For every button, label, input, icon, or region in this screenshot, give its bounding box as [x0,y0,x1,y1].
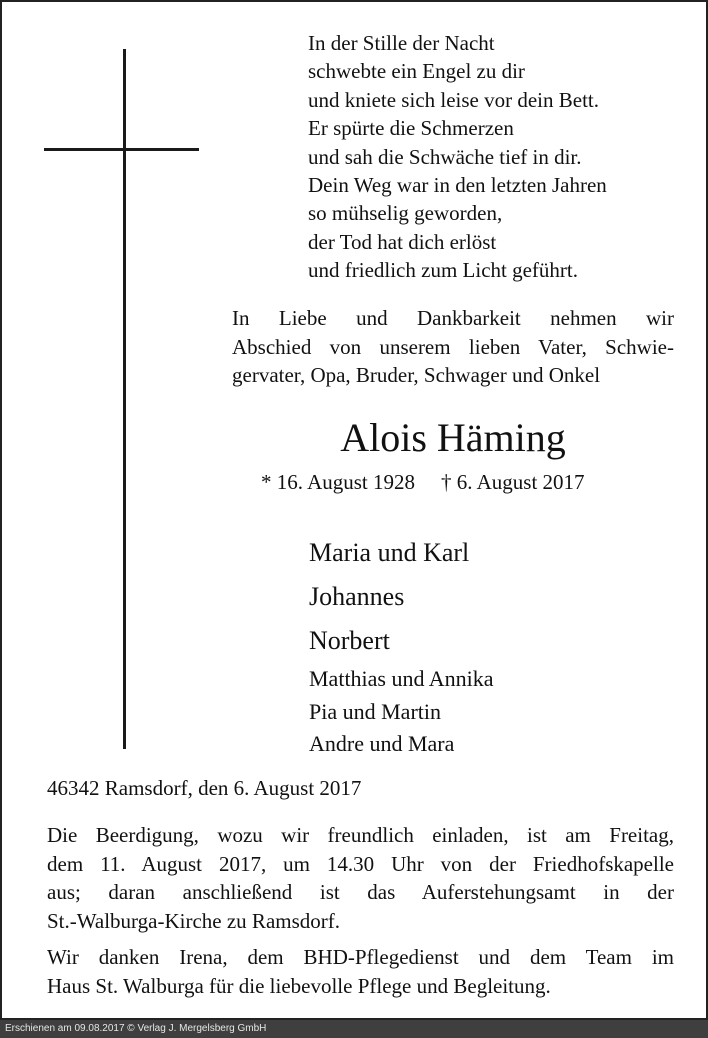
poem-line: Dein Weg war in den letzten Jahren [308,173,607,198]
cross-vertical-bar [123,49,126,749]
poem-line: Er spürte die Schmerzen [308,116,514,141]
funeral-line: aus; daran anschließend ist das Auferstehungsamt in der [47,880,674,905]
intro-line: gervater, Opa, Bruder, Schwager und Onkel [232,363,601,387]
funeral-line: dem 11. August 2017, um 14.30 Uhr von der Friedhofskapelle [47,851,674,876]
place-and-date: 46342 Ramsdorf, den 6. August 2017 [47,776,362,800]
deceased-name: Alois Häming [340,415,566,460]
mourner-secondary: Matthias und Annika [309,666,494,691]
poem [308,29,607,285]
poem-line: so mühselig geworden, [308,201,503,226]
intro-line: In Liebe und Dankbarkeit nehmen wir [232,306,674,330]
mourners-list [309,531,494,761]
publication-footer [0,1020,708,1038]
thanks-note [47,943,674,1000]
funeral-info [47,821,674,935]
poem-line: der Tod hat dich erlöst [308,229,497,254]
funeral-line: St.-Walburga-Kirche zu Ramsdorf. [47,908,341,933]
footer-text: Erschienen am 09.08.2017 © Verlag J. Mergelsberg GmbH [5,1023,267,1034]
poem-line: schwebte ein Engel zu dir [308,59,525,84]
birth-date: * 16. August 1928 [261,470,416,494]
poem-line: und friedlich zum Licht geführt. [308,258,578,283]
mourner-primary: Johannes [309,582,405,611]
farewell-intro [232,304,674,390]
cross-horizontal-bar [44,148,199,151]
poem-line: und sah die Schwäche tief in dir. [308,144,582,169]
mourner-primary: Maria und Karl [309,538,470,567]
poem-line: In der Stille der Nacht [308,31,495,55]
poem-line: und kniete sich leise vor dein Bett. [308,87,600,112]
mourner-primary: Norbert [309,626,390,655]
intro-line: Abschied von unserem lieben Vater, Schwie- [232,334,674,359]
mourner-secondary: Andre und Mara [309,731,455,756]
death-date: † 6. August 2017 [441,470,585,494]
mourner-secondary: Pia und Martin [309,698,441,724]
thanks-line: Haus St. Walburga für die liebevolle Pflege und Begleitung. [47,973,551,998]
funeral-line: Die Beerdigung, wozu wir freundlich einladen, ist am Freitag, [47,823,674,847]
thanks-line: Wir danken Irena, dem BHD-Pflegedienst und dem Team im [47,945,674,969]
life-dates [261,468,585,496]
